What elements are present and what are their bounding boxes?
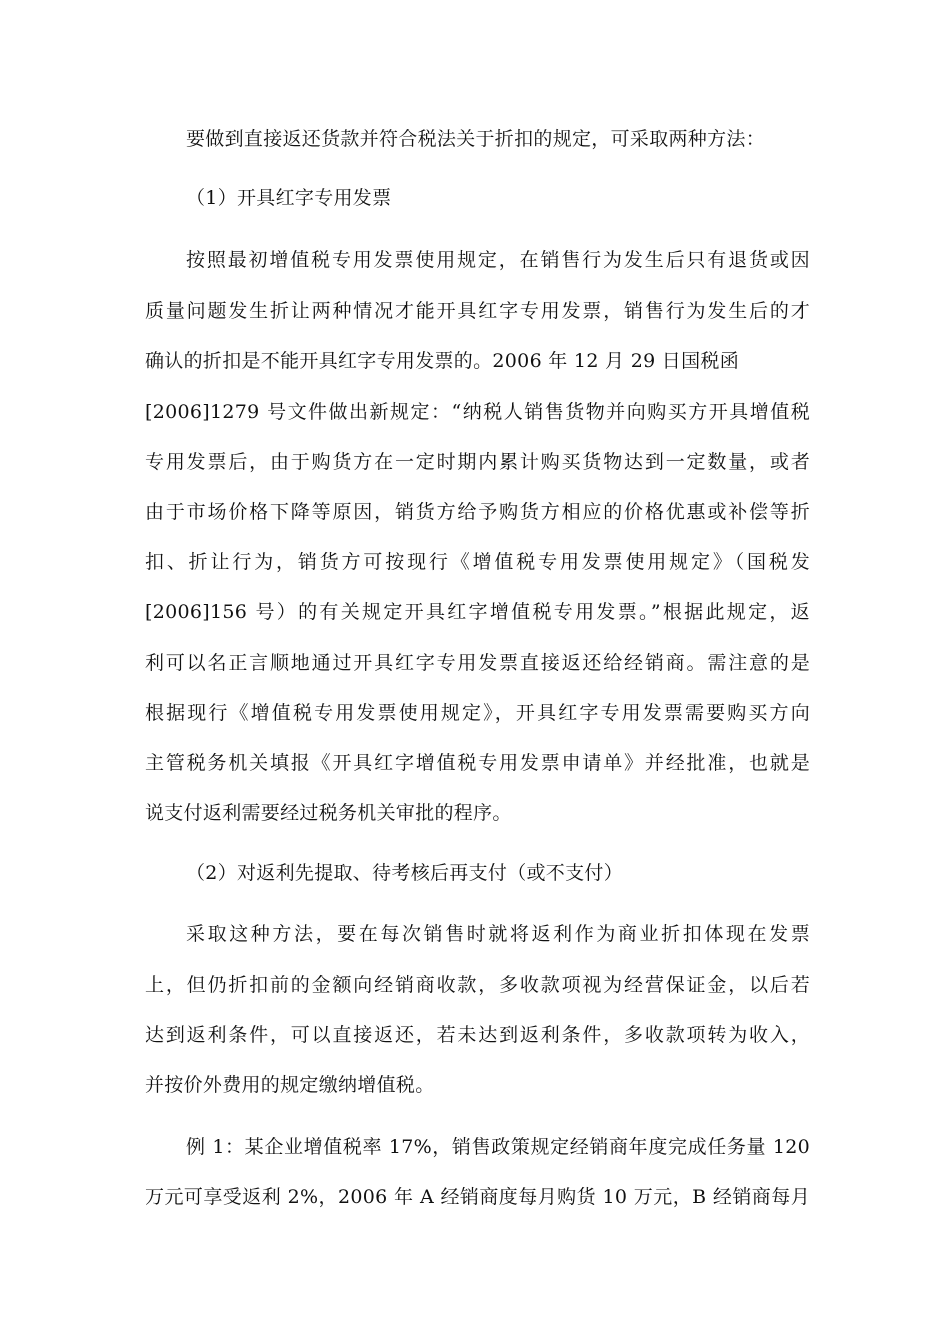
paragraph-2-line-1: 采取这种方法，要在每次销售时就将返利作为商业折扣体现在发票 <box>186 923 810 945</box>
paragraph-1-line-11: 主管税务机关填报《开具红字增值税专用发票申请单》并经批准，也就是 <box>145 752 810 774</box>
paragraph-1-line-10: 根据现行《增值税专用发票使用规定》，开具红字专用发票需要购买方向 <box>145 702 810 724</box>
section-heading-2: （2）对返利先提取、待考核后再支付（或不支付） <box>186 862 623 884</box>
section-heading-1: （1）开具红字专用发票 <box>186 187 392 209</box>
paragraph-1-line-1: 按照最初增值税专用发票使用规定，在销售行为发生后只有退货或因 <box>186 249 810 271</box>
paragraph-2-line-4: 并按价外费用的规定缴纳增值税。 <box>145 1074 435 1096</box>
paragraph-1-line-7: 扣、折让行为，销货方可按现行《增值税专用发票使用规定》（国税发 <box>145 551 810 573</box>
example-1-line-2: 万元可享受返利 2%，2006 年 A 经销商度每月购货 10 万元，B 经销商每月 <box>145 1186 810 1208</box>
paragraph-1-line-8: [2006]156 号）的有关规定开具红字增值税专用发票。”根据此规定，返 <box>145 601 810 623</box>
paragraph-1-line-5: 专用发票后，由于购货方在一定时期内累计购买货物达到一定数量，或者 <box>145 451 810 473</box>
paragraph-2-line-3: 达到返利条件，可以直接返还，若未达到返利条件，多收款项转为收入， <box>145 1024 810 1046</box>
example-1-line-1: 例 1：某企业增值税率 17%，销售政策规定经销商年度完成任务量 120 <box>186 1136 810 1158</box>
paragraph-1-line-4: [2006]1279 号文件做出新规定：“纳税人销售货物并向购买方开具增值税 <box>145 401 810 423</box>
paragraph-2-line-2: 上，但仍折扣前的金额向经销商收款，多收款项视为经营保证金，以后若 <box>145 974 810 996</box>
paragraph-intro-line: 要做到直接返还货款并符合税法关于折扣的规定，可采取两种方法： <box>186 128 766 150</box>
paragraph-1-line-6: 由于市场价格下降等原因，销货方给予购货方相应的价格优惠或补偿等折 <box>145 501 810 523</box>
paragraph-1-line-2: 质量问题发生折让两种情况才能开具红字专用发票，销售行为发生后的才 <box>145 300 810 322</box>
paragraph-1-line-9: 利可以名正言顺地通过开具红字专用发票直接返还给经销商。需注意的是 <box>145 652 810 674</box>
paragraph-1-line-12: 说支付返利需要经过税务机关审批的程序。 <box>145 802 512 824</box>
paragraph-1-line-3: 确认的折扣是不能开具红字专用发票的。2006 年 12 月 29 日国税函 <box>145 350 740 372</box>
